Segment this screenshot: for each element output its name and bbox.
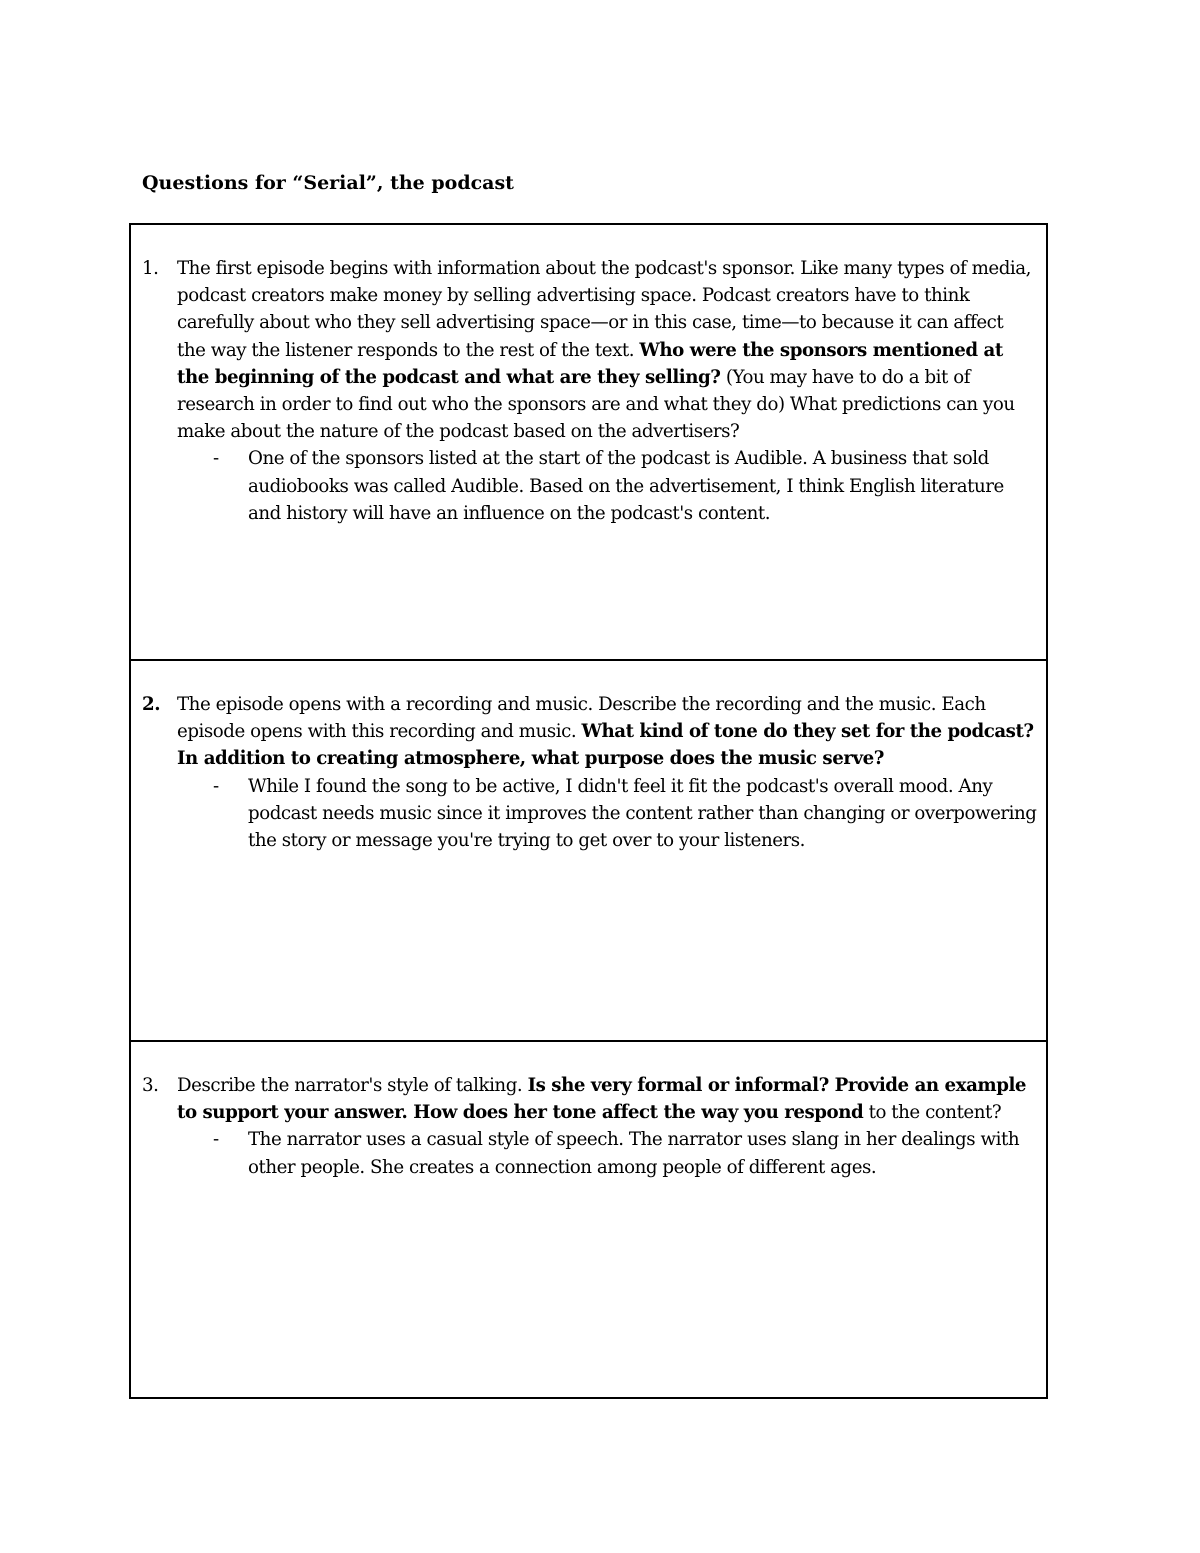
answer-3	[213, 1126, 1037, 1180]
question-text-part: to the content?	[863, 1102, 1002, 1124]
questions-table	[129, 223, 1048, 1399]
question-text-emphasis: Who were the sponsors mentioned at the beginning of the podcast and what are they selling?	[177, 339, 1003, 388]
question-3	[142, 1072, 1037, 1181]
question-number: 3.	[142, 1075, 159, 1096]
dash-bullet: -	[213, 1129, 219, 1151]
page-title: Questions for “Serial”, the podcast	[142, 172, 514, 194]
question-text-emphasis: What kind of tone do they set for the podcast? In addition to creating atmosphere, what purpose does the music serve?	[177, 721, 1034, 770]
question-text	[177, 691, 1037, 773]
answer-2	[213, 773, 1037, 855]
question-cell-3	[131, 1042, 1046, 1397]
answer-text: The narrator uses a casual style of speech. The narrator uses slang in her dealings with other people. She creates a connection among people of different ages.	[248, 1129, 1020, 1178]
question-text-emphasis: Is she very formal or informal? Provide an example to support your answer. How does her tone affect the way you respond	[177, 1075, 1027, 1124]
answer-text: One of the sponsors listed at the start of the podcast is Audible. A business that sold audiobooks was called Audible. Based on the advertisement, I think English literature and history will have an influence on the podcast's content.	[248, 448, 1004, 524]
answer-1	[213, 445, 1037, 527]
question-2	[142, 691, 1037, 854]
question-cell-2	[131, 661, 1046, 1042]
question-text-part: The episode opens with a recording and music. Describe the recording and the music. Each episode opens with this recording and music.	[177, 694, 986, 743]
question-text-part: The first episode begins with information about the podcast's sponsor. Like many types of media, podcast creators make money by selling advertising space. Podcast creators have to think carefully about who they sell advertising space—or in this case, time—to because it can affect the way the listener responds to the rest of the text.	[177, 258, 1031, 361]
question-text	[177, 1072, 1037, 1126]
question-cell-1	[131, 225, 1046, 661]
question-text-part: Describe the narrator's style of talking.	[177, 1075, 528, 1096]
dash-bullet: -	[213, 775, 219, 797]
answer-text: While I found the song to be active, I didn't feel it fit the podcast's overall mood. Any podcast needs music since it improves the content rather than changing or overpowering the story or message you're trying to get over to your listeners.	[248, 775, 1037, 852]
question-text	[177, 255, 1037, 445]
question-number: 2.	[142, 694, 161, 715]
question-number: 1.	[142, 258, 159, 279]
question-1	[142, 255, 1037, 527]
dash-bullet: -	[213, 448, 219, 470]
question-text-part: (You may have to do a bit of research in order to find out who the sponsors are and what they do) What predictions can you make about the nature of the podcast based on the advertisers?	[177, 366, 1015, 443]
